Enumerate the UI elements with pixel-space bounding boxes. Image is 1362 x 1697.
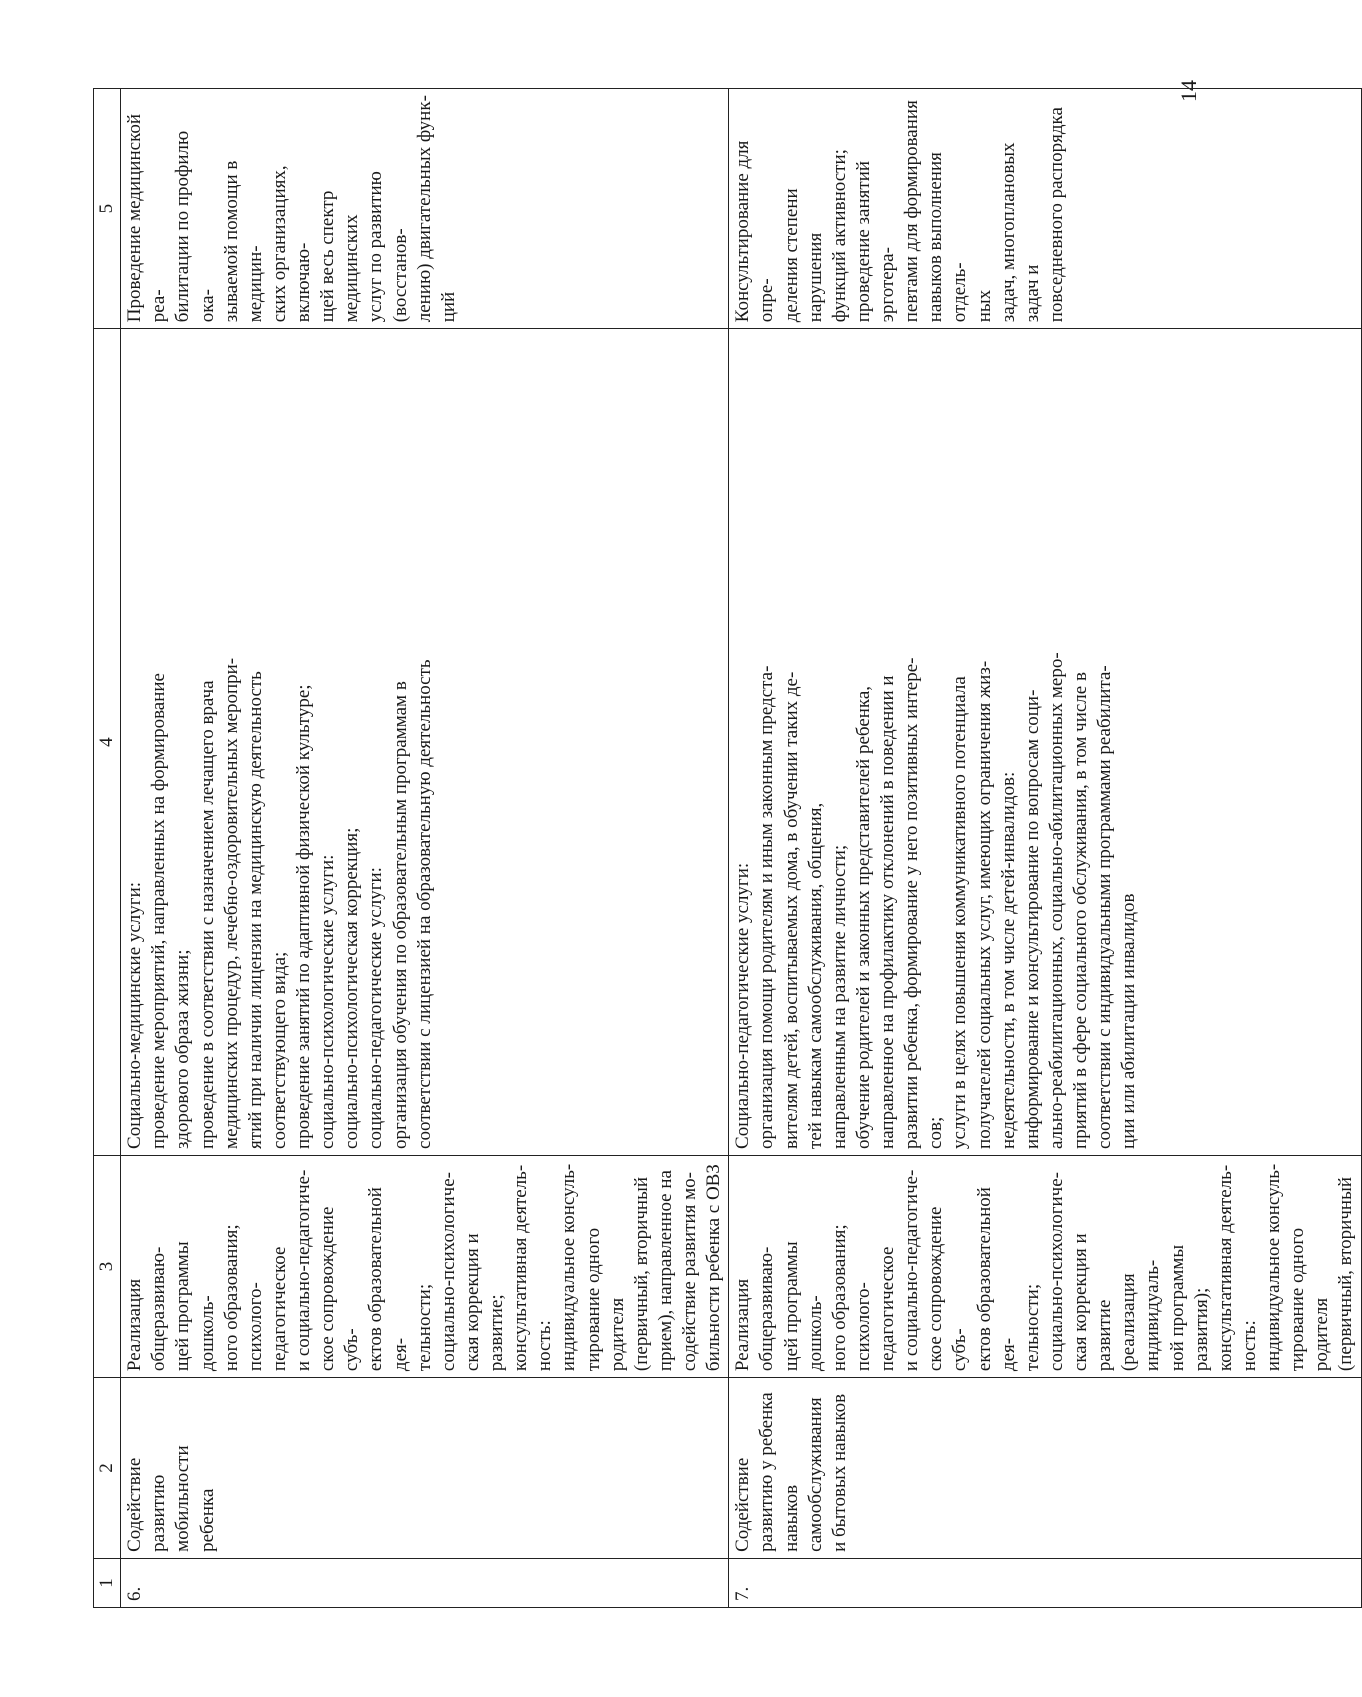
medical-services-cell: [121, 89, 729, 329]
cell-line: социально-педагогические услуги:: [365, 867, 387, 1149]
table-row: [729, 89, 1361, 1608]
cell-line: организация помощи родителям и иным законным предста-: [756, 665, 778, 1149]
cell-line: недеятельности, в том числе детей-инвалидов:: [997, 771, 1019, 1149]
cell-line: Консультирование для опре-: [732, 140, 778, 323]
cell-line: (реализация индивидуаль-: [1118, 1259, 1164, 1372]
cell-line: тирование одного родителя: [582, 1227, 628, 1372]
cell-line: социально-психологические услуги:: [317, 854, 339, 1149]
cell-line: тей навыкам самообслуживания, общения,: [804, 802, 826, 1149]
cell-line: ское сопровождение субъ-: [317, 1206, 363, 1372]
row-number-cell: 6.: [121, 1558, 729, 1607]
cell-line: получателей социальных услуг, имеющих ограничения жиз-: [973, 660, 995, 1149]
cell-line: ектов образовательной дея-: [973, 1187, 1019, 1372]
cell-line: ции или абилитации инвалидов: [1118, 893, 1140, 1149]
cell-line: и социально-педагогиче-: [293, 1169, 314, 1372]
cell-line: развитии ребенка, формирование у него позитивных интере-: [901, 657, 923, 1149]
cell-line: ская коррекция и развитие: [1070, 1233, 1116, 1372]
header-col-1: 1: [94, 1558, 121, 1607]
cell-line: щей весь спектр медицинских: [317, 190, 363, 323]
cell-line: ций: [437, 291, 459, 323]
cell-line: ятий при наличии лицензии на медицинскую деятельность: [244, 671, 266, 1149]
cell-line: направленным на развитие личности;: [828, 844, 850, 1149]
cell-line: консультативная деятель-: [510, 1164, 532, 1372]
cell-line: обучение родителей и законных представителей ребенка,: [852, 685, 874, 1149]
cell-line: щей программы дошколь-: [780, 1241, 826, 1372]
cell-line: (первичный, вторичный: [1335, 1176, 1357, 1372]
cell-line: деления степени нарушения: [780, 188, 826, 323]
cell-line: индивидуальное консуль-: [558, 1163, 580, 1372]
cell-line: навыков выполнения отдель-: [925, 152, 971, 323]
cell-line: здорового образа жизни;: [172, 949, 194, 1149]
cell-line: проведение мероприятий, направленных на формирование: [148, 673, 170, 1149]
cell-line: Реализация общеразвиваю-: [124, 1246, 170, 1372]
goal-cell: Содействие развитию у ребенка навыков самообслуживания и бытовых навыков: [729, 1378, 1361, 1559]
cell-line: индивидуальное консуль-: [1263, 1163, 1284, 1372]
cell-line: Социально-медицинские услуги:: [124, 881, 146, 1149]
cell-line: лению) двигательных функ-: [413, 95, 435, 323]
cell-line: содействие развития мо-: [679, 1171, 700, 1372]
cell-line: проведение занятий эрготера-: [852, 160, 898, 323]
cell-line: зываемой помощи в медицин-: [220, 160, 266, 323]
cell-line: ское сопровождение субъ-: [925, 1206, 971, 1372]
cell-line: приятий в сфере социального обслуживания, в том числе в: [1070, 672, 1091, 1149]
header-col-2: 2: [94, 1378, 121, 1559]
cell-line: услуг по развитию (восстанов-: [365, 171, 411, 323]
cell-line: тельности;: [1021, 1283, 1043, 1372]
cell-line: щей программы дошколь-: [172, 1241, 218, 1372]
program-cell: [729, 1155, 1361, 1377]
cell-line: направленное на профилактику отклонений в поведении и: [877, 675, 898, 1149]
header-row: [94, 89, 121, 1608]
cell-line: ально-реабилитационных, социально-абилитационных меро-: [1045, 652, 1067, 1149]
cell-line: психолого-педагогическое: [852, 1246, 898, 1372]
cell-line: тельности;: [413, 1283, 435, 1372]
cell-line: организация обучения по образовательным программам в: [389, 681, 411, 1149]
cell-line: ного образования;: [220, 1224, 242, 1372]
cell-line: соответствии с лицензией на образовательную деятельность: [413, 659, 435, 1149]
medical-services-cell: [729, 89, 1361, 329]
cell-line: прием), направленное на: [654, 1170, 676, 1372]
goal-cell: Содействие развитию мобильности ребенка: [121, 1378, 729, 1559]
program-cell: [121, 1155, 729, 1377]
cell-line: ская коррекция и развитие;: [461, 1233, 507, 1372]
cell-line: ских организациях, включаю-: [268, 165, 314, 323]
cell-line: ность:: [534, 1320, 556, 1372]
cell-line: Социально-педагогические услуги:: [732, 862, 754, 1149]
cell-line: повседневного распорядка: [1045, 107, 1067, 323]
cell-line: психолого-педагогическое: [244, 1246, 290, 1372]
cell-line: и социально-педагогиче-: [901, 1169, 923, 1372]
cell-line: проведение занятий по адаптивной физической культуре;: [293, 684, 314, 1149]
cell-line: социально-психологиче-: [437, 1172, 459, 1372]
cell-line: ного образования;: [828, 1224, 850, 1372]
cell-line: бильности ребенка с ОВЗ: [703, 1164, 725, 1372]
cell-line: Проведение медицинской реа-: [124, 113, 170, 323]
cell-line: социально-психологическая коррекция;: [341, 827, 363, 1149]
services-table: [93, 88, 1362, 1608]
cell-line: билитации по профилю ока-: [172, 130, 218, 323]
cell-line: консультативная деятель-: [1214, 1164, 1236, 1372]
header-col-4: 4: [94, 329, 121, 1156]
header-col-5: 5: [94, 89, 121, 329]
cell-line: проведение в соответствии с назначением лечащего врача: [196, 680, 218, 1149]
cell-line: ектов образовательной дея-: [365, 1187, 411, 1372]
cell-line: услуги в целях повышения коммуникативного потенциала: [949, 676, 971, 1149]
table-row: [121, 89, 729, 1608]
cell-line: певтами для формирования: [901, 100, 923, 323]
header-col-3: 3: [94, 1155, 121, 1377]
cell-line: ных: [973, 289, 995, 323]
cell-line: соответствующего вида;: [268, 951, 290, 1149]
cell-line: ной программы развития);: [1166, 1244, 1212, 1372]
cell-line: информирование и консультирование по вопросам соци-: [1021, 689, 1043, 1149]
page-number: 14: [1176, 80, 1201, 102]
row-number-cell: 7.: [729, 1558, 1361, 1607]
cell-line: Реализация общеразвиваю-: [732, 1246, 778, 1372]
social-services-cell: [121, 329, 729, 1156]
cell-line: задач, многоплановых задач и: [997, 142, 1043, 323]
cell-line: функций активности;: [828, 149, 850, 323]
social-services-cell: [729, 329, 1361, 1156]
cell-line: социально-психологиче-: [1045, 1172, 1067, 1372]
cell-line: (первичный, вторичный: [630, 1176, 652, 1372]
cell-line: соответствии с индивидуальными программами реабилита-: [1094, 665, 1116, 1149]
cell-line: ность:: [1238, 1320, 1260, 1372]
cell-line: сов;: [925, 1116, 947, 1149]
cell-line: вителям детей, воспитываемых дома, в обучении таких де-: [780, 671, 802, 1149]
cell-line: медицинских процедур, лечебно-оздоровительных меропри-: [220, 657, 242, 1149]
cell-line: тирование одного родителя: [1287, 1227, 1333, 1372]
